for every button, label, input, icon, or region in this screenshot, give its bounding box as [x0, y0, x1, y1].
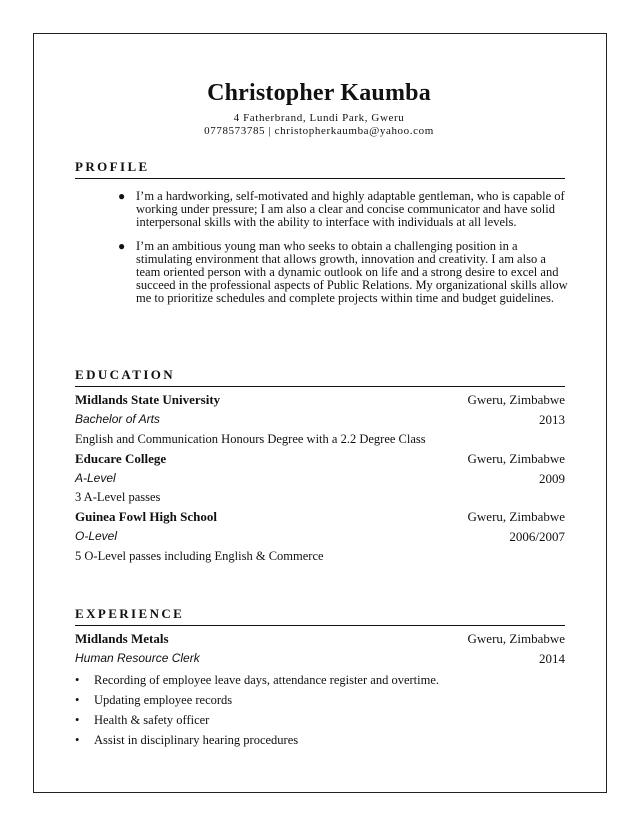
duty-text: Updating employee records	[94, 693, 233, 707]
bullet-icon: •	[75, 713, 80, 727]
year: 2013	[539, 412, 565, 427]
bullet-icon: ●	[118, 189, 126, 203]
education-entry-detail	[75, 549, 565, 566]
education-entry-header	[75, 509, 565, 526]
education-entry-header	[75, 392, 565, 409]
list-item	[75, 712, 565, 732]
list-item	[75, 692, 565, 712]
bullet-icon: •	[75, 733, 80, 747]
address-line: 4 Fatherbrand, Lundi Park, Gweru	[233, 112, 405, 124]
job-role: Human Resource Clerk	[75, 651, 200, 665]
qualification: Bachelor of Arts	[75, 412, 160, 426]
list-item	[118, 190, 568, 230]
duties-list	[75, 672, 565, 752]
list-item	[118, 240, 568, 306]
section-title-experience: EXPERIENCE	[75, 606, 185, 621]
candidate-name: Christopher Kaumba	[207, 80, 431, 106]
school-location: Gweru, Zimbabwe	[467, 509, 565, 524]
year: 2009	[539, 471, 565, 486]
school-name: Educare College	[75, 451, 167, 466]
qualification: O-Level	[75, 529, 118, 543]
duty-text: Assist in disciplinary hearing procedures	[94, 733, 299, 747]
profile-list	[118, 190, 568, 306]
education-detail: English and Communication Honours Degree with a 2.2 Degree Class	[75, 432, 426, 446]
bullet-icon: •	[75, 673, 80, 687]
education-detail: 3 A-Level passes	[75, 490, 161, 504]
experience-entry-header	[75, 631, 565, 648]
education-entry-header	[75, 451, 565, 468]
section-title-education: EDUCATION	[75, 367, 176, 382]
education-detail: 5 O-Level passes including English & Commerce	[75, 549, 324, 563]
school-name: Guinea Fowl High School	[75, 509, 217, 524]
school-location: Gweru, Zimbabwe	[467, 392, 565, 407]
experience-entry-role	[75, 651, 565, 668]
school-location: Gweru, Zimbabwe	[467, 451, 565, 466]
year: 2014	[539, 651, 565, 666]
section-divider	[75, 178, 565, 179]
duty-text: Health & safety officer	[94, 713, 210, 727]
list-item	[75, 672, 565, 692]
section-title-profile: PROFILE	[75, 159, 150, 174]
qualification: A-Level	[75, 471, 116, 485]
profile-text: I’m an ambitious young man who seeks to obtain a challenging position in a stimulating environment that allows growth, innovation and creativity. I am also a team oriented person with a dynamic outlook on life and a strong desire to excel and succeed in the professional aspects of Public Relations. My organizational skills allow me to prioritize schedules and complete projects within time and budget guidelines.	[136, 238, 568, 306]
company-name: Midlands Metals	[75, 631, 169, 646]
company-location: Gweru, Zimbabwe	[467, 631, 565, 646]
list-item	[75, 732, 565, 752]
bullet-icon: ●	[118, 238, 126, 253]
school-name: Midlands State University	[75, 392, 221, 407]
education-entry-detail	[75, 432, 565, 449]
duty-text: Recording of employee leave days, attendance register and overtime.	[94, 673, 439, 687]
education-entry-qualification	[75, 412, 565, 429]
education-entry-qualification	[75, 471, 565, 488]
contact-line: 0778573785 | christopherkaumba@yahoo.com	[204, 125, 434, 137]
section-divider	[75, 386, 565, 387]
section-divider	[75, 625, 565, 626]
bullet-icon: •	[75, 693, 80, 707]
education-entry-detail	[75, 490, 565, 507]
profile-text: I’m a hardworking, self-motivated and highly adaptable gentleman, who is capable of working under pressure; I am also a clear and concise communicator and have solid interpersonal skills with the ability to interface with individuals at all levels.	[136, 189, 565, 230]
year: 2006/2007	[509, 529, 565, 544]
education-entry-qualification	[75, 529, 565, 546]
